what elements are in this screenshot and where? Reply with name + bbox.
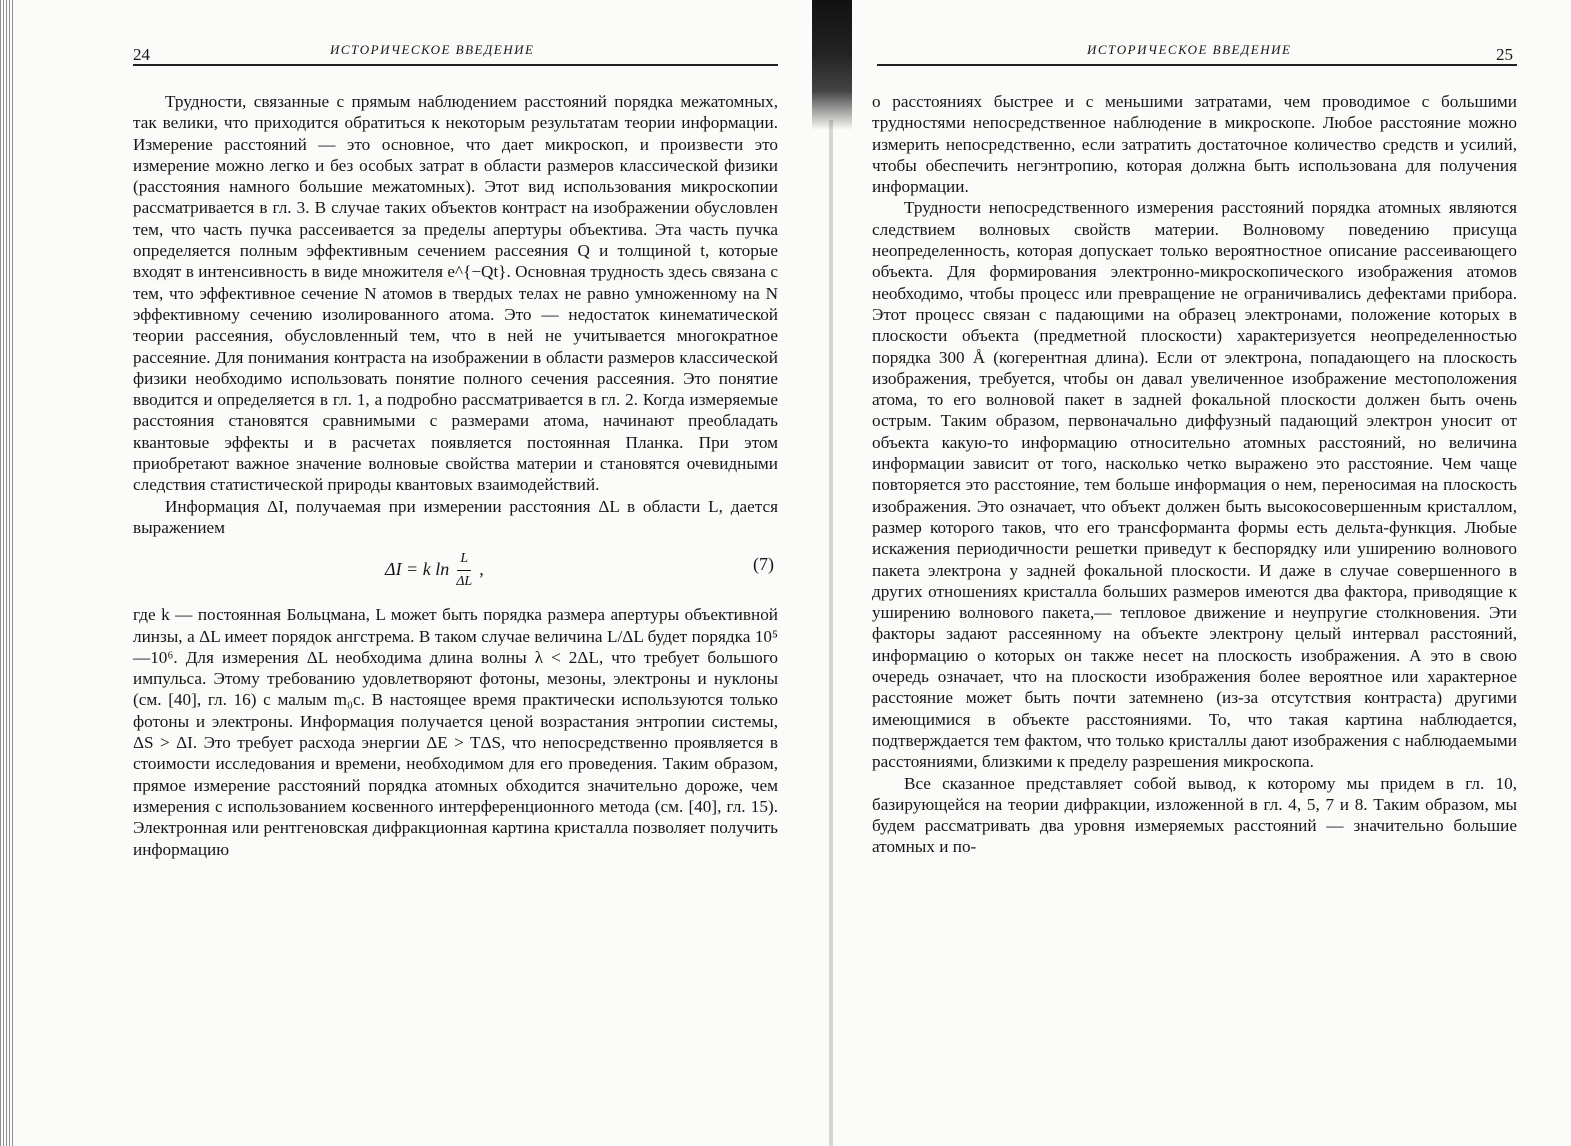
- right-page: [790, 0, 1571, 1146]
- fraction-denominator: ΔL: [456, 573, 473, 589]
- left-body-text: [133, 91, 778, 860]
- paragraph: где k — постоянная Больцмана, L может быть порядка размера апертуры объективной линзы, а ΔL имеет порядок ангстрема. В таком случае величина L/ΔL будет порядка 10⁵—10⁶. Для измерения ΔL необходима длина волны λ < 2ΔL, что требует большого импульса. Этому требованию удовлетворяют фотоны, мезоны, электроны и нуклоны (см. [40], гл. 16) с малым m₀c. В настоящее время практически используются только фотоны и электроны. Информация получается ценой возрастания энтропии системы, ΔS > ΔI. Это требует расхода энергии ΔE > TΔS, что непосредственно проявляется в стоимости исследования и времени, необходимом для его проведения. Таким образом, прямое измерение расстояний порядка атомных обходится значительно дороже, чем измерения с использованием косвенного интерференционного метода (см. [40], гл. 15). Электронная или рентгеновская дифракционная картина кристалла позволяет получить информацию: [133, 605, 778, 859]
- header-rule: [877, 64, 1517, 66]
- paragraph: о расстояниях быстрее и с меньшими затратами, чем проводимое с большими трудностями непосредственное наблюдение в микроскопе. Любое расстояние можно измерить непосредственно, если затратить достаточное количество средств и усилий, чтобы обеспечить негэнтропию, которая должна быть использована для получения информации.: [872, 92, 1517, 197]
- running-head: ИСТОРИЧЕСКОЕ ВВЕДЕНИЕ: [1087, 42, 1292, 57]
- paragraph: Информация ΔI, получаемая при измерении расстояния ΔL в области L, дается выражением: [133, 496, 778, 537]
- paragraph: Трудности, связанные с прямым наблюдением расстояний порядка межатомных, так велики, что приходится обратиться к некоторым результатам теории информации. Измерение расстояний — это основное, что дает микроскоп, и произвести это измерение можно легко и без особых затрат в области размеров классической физики (расстояния намного большие межатомных). Этот вид использования микроскопии рассматривается в гл. 3. В случае таких объектов контраст на изображении обусловлен тем, что часть пучка рассеивается за пределы апертуры объектива. Эта часть пучка определяется полным эффективным сечением рассеяния Q и толщиной t, которые входят в интенсивность в виде множителя e^{−Qt}. Основная трудность здесь связана с тем, что эффективное сечение N атомов в твердых телах не равно умноженному на N эффективному сечению изолированного атома. Это — недостаток кинематической теории рассеяния, обусловленный тем, что в ней не учитывается многократное рассеяние. Для понимания контраста на изображении в области размеров классической физики необходимо использовать понятие полного сечения рассеяния. Это понятие вводится и определяется в гл. 1, а подробно рассматривается в гл. 2. Когда измеряемые расстояния становятся сравнимыми с размерами атома, начинают преобладать квантовые эффекты и в расчетах появляется постоянная Планка. При этом приобретают важное значение волновые свойства материи и становятся очевидными следствия статистической природы квантовых взаимодействий.: [133, 92, 778, 495]
- paragraph: Все сказанное представляет собой вывод, к которому мы придем в гл. 10, базирующейся на теории дифракции, изложенной в гл. 4, 5, 7 и 8. Таким образом, мы будем рассматривать два уровня измеряемых расстояний — значительно большие атомных и по-: [872, 773, 1517, 857]
- page-number: 24: [133, 45, 150, 64]
- equation-number: (7): [753, 554, 774, 575]
- paragraph: Трудности непосредственного измерения расстояний порядка атомных являются следствием волновых свойств материи. Волновому поведению присуща неопределенность, которая допускает только вероятностное описание рассеивающего объекта. Для формирования электронно-микроскопического изображения атомов необходимо, чтобы процесс или превращение не ограничивались дефектами прибора. Этот процесс связан с падающими на образец электронами, положение которых в плоскости объекта (предметной плоскости) характеризуется неопределенностью порядка 300 Å (когерентная длина). Если от электрона, попадающего на плоскость изображения, требуется, чтобы он давал увеличенное изображение местоположения атома, то его волновой пакет в задней фокальной плоскости должен быть очень острым. Таким образом, первоначально диффузный падающий электрон уносит от объекта какую-то информацию относительно атомных расстояний, но величина информации зависит от того, насколько четко выражено это расстояние. Чем чаще повторяется это расстояние, тем больше информация о нем, переносимая на плоскость изображения. Это означает, что объект должен быть высокосовершенным кристаллом, размер которого таков, что его трансформанта формы есть дельта-функция. Любые искажения периодичности решетки приведут к беспорядку или уширению волнового пакета электрона у задней фокальной плоскости. И даже в случае совершенного в других отношениях кристалла больших размеров имеются два фактора, приводящие к уширению волнового пакета,— тепловое движение и неупругие столкновения. Эти факторы задают рассеянному на объекте электрону целый интервал расстояний, информацию о которых он также несет на плоскость изображения. А это в свою очередь означает, что на плоскости изображения более вероятное или характерное расстояние может быть почти затемнено (из-за отсутствия контраста) другими имеющимися в объекте расстояниями. То, что такая картина наблюдается, подтверждается тем фактом, что только кристаллы дают изображения с наблюдаемыми расстояниями, близкими к пределу разрешения микроскопа.: [872, 198, 1517, 772]
- running-head: ИСТОРИЧЕСКОЕ ВВЕДЕНИЕ: [330, 42, 535, 57]
- formula-tail: ,: [479, 559, 484, 580]
- formula: [385, 548, 484, 592]
- formula-lhs: ΔI = k ln: [385, 559, 450, 580]
- equation-7: [133, 540, 778, 598]
- fraction-numerator: L: [457, 548, 471, 570]
- header-rule: [133, 64, 778, 66]
- fraction: [456, 548, 472, 592]
- right-body-text: [872, 91, 1517, 858]
- page-number: 25: [1496, 45, 1513, 64]
